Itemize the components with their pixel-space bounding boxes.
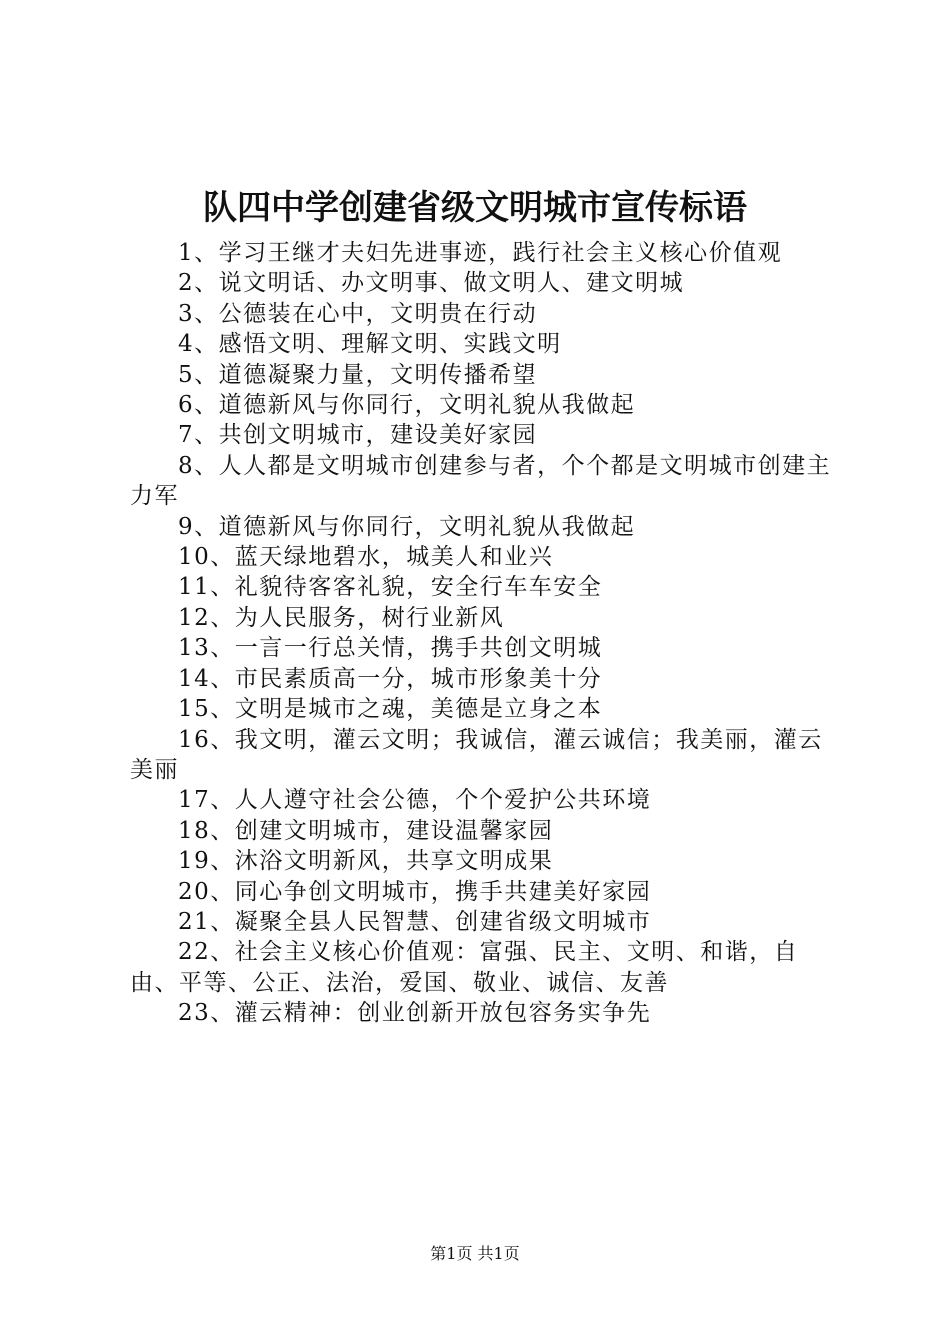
slogan-item: 11、礼貌待客客礼貌，安全行车车安全 — [178, 574, 603, 601]
slogan-item: 22、社会主义核心价值观：富强、民主、文明、和谐，自由、平等、公正、法治，爱国、敬业、诚信、友善 — [130, 939, 799, 996]
slogan-item: 9、道德新风与你同行，文明礼貌从我做起 — [178, 513, 636, 540]
slogan-item: 1、学习王继才夫妇先进事迹，践行社会主义核心价值观 — [178, 240, 783, 266]
slogan-item: 21、凝聚全县人民智慧、创建省级文明城市 — [178, 908, 652, 935]
slogan-item: 12、为人民服务，树行业新风 — [178, 604, 505, 631]
slogan-item: 18、创建文明城市，建设温馨家园 — [178, 817, 554, 844]
slogan-item: 16、我文明，灌云文明；我诚信，灌云诚信；我美丽，灌云美丽 — [130, 726, 823, 783]
slogan-item: 19、沐浴文明新风，共享文明成果 — [178, 848, 554, 875]
slogan-item: 7、共创文明城市，建设美好家园 — [178, 422, 538, 449]
slogan-item: 15、文明是城市之魂，美德是立身之本 — [178, 696, 603, 723]
slogan-list — [130, 238, 840, 1029]
slogan-item: 3、公德装在心中，文明贵在行动 — [178, 300, 538, 327]
slogan-item: 17、人人遵守社会公德，个个爱护公共环境 — [178, 787, 652, 814]
slogan-item: 6、道德新风与你同行，文明礼貌从我做起 — [178, 392, 636, 419]
slogan-item: 10、蓝天绿地碧水，城美人和业兴 — [178, 544, 554, 571]
slogan-item: 20、同心争创文明城市，携手共建美好家园 — [178, 878, 652, 905]
slogan-item: 14、市民素质高一分，城市形象美十分 — [178, 665, 603, 692]
document-title: 队四中学创建省级文明城市宣传标语 — [203, 188, 747, 228]
page-footer: 第1页 共1页 — [430, 1244, 520, 1263]
slogan-item: 4、感悟文明、理解文明、实践文明 — [178, 331, 562, 358]
slogan-item: 2、说文明话、办文明事、做文明人、建文明城 — [178, 270, 685, 297]
slogan-item: 8、人人都是文明城市创建参与者，个个都是文明城市创建主力军 — [130, 452, 832, 510]
slogan-item: 23、灌云精神：创业创新开放包容务实争先 — [178, 1000, 652, 1027]
slogan-item: 13、一言一行总关情，携手共创文明城 — [178, 635, 603, 662]
slogan-item: 5、道德凝聚力量，文明传播希望 — [178, 361, 538, 388]
